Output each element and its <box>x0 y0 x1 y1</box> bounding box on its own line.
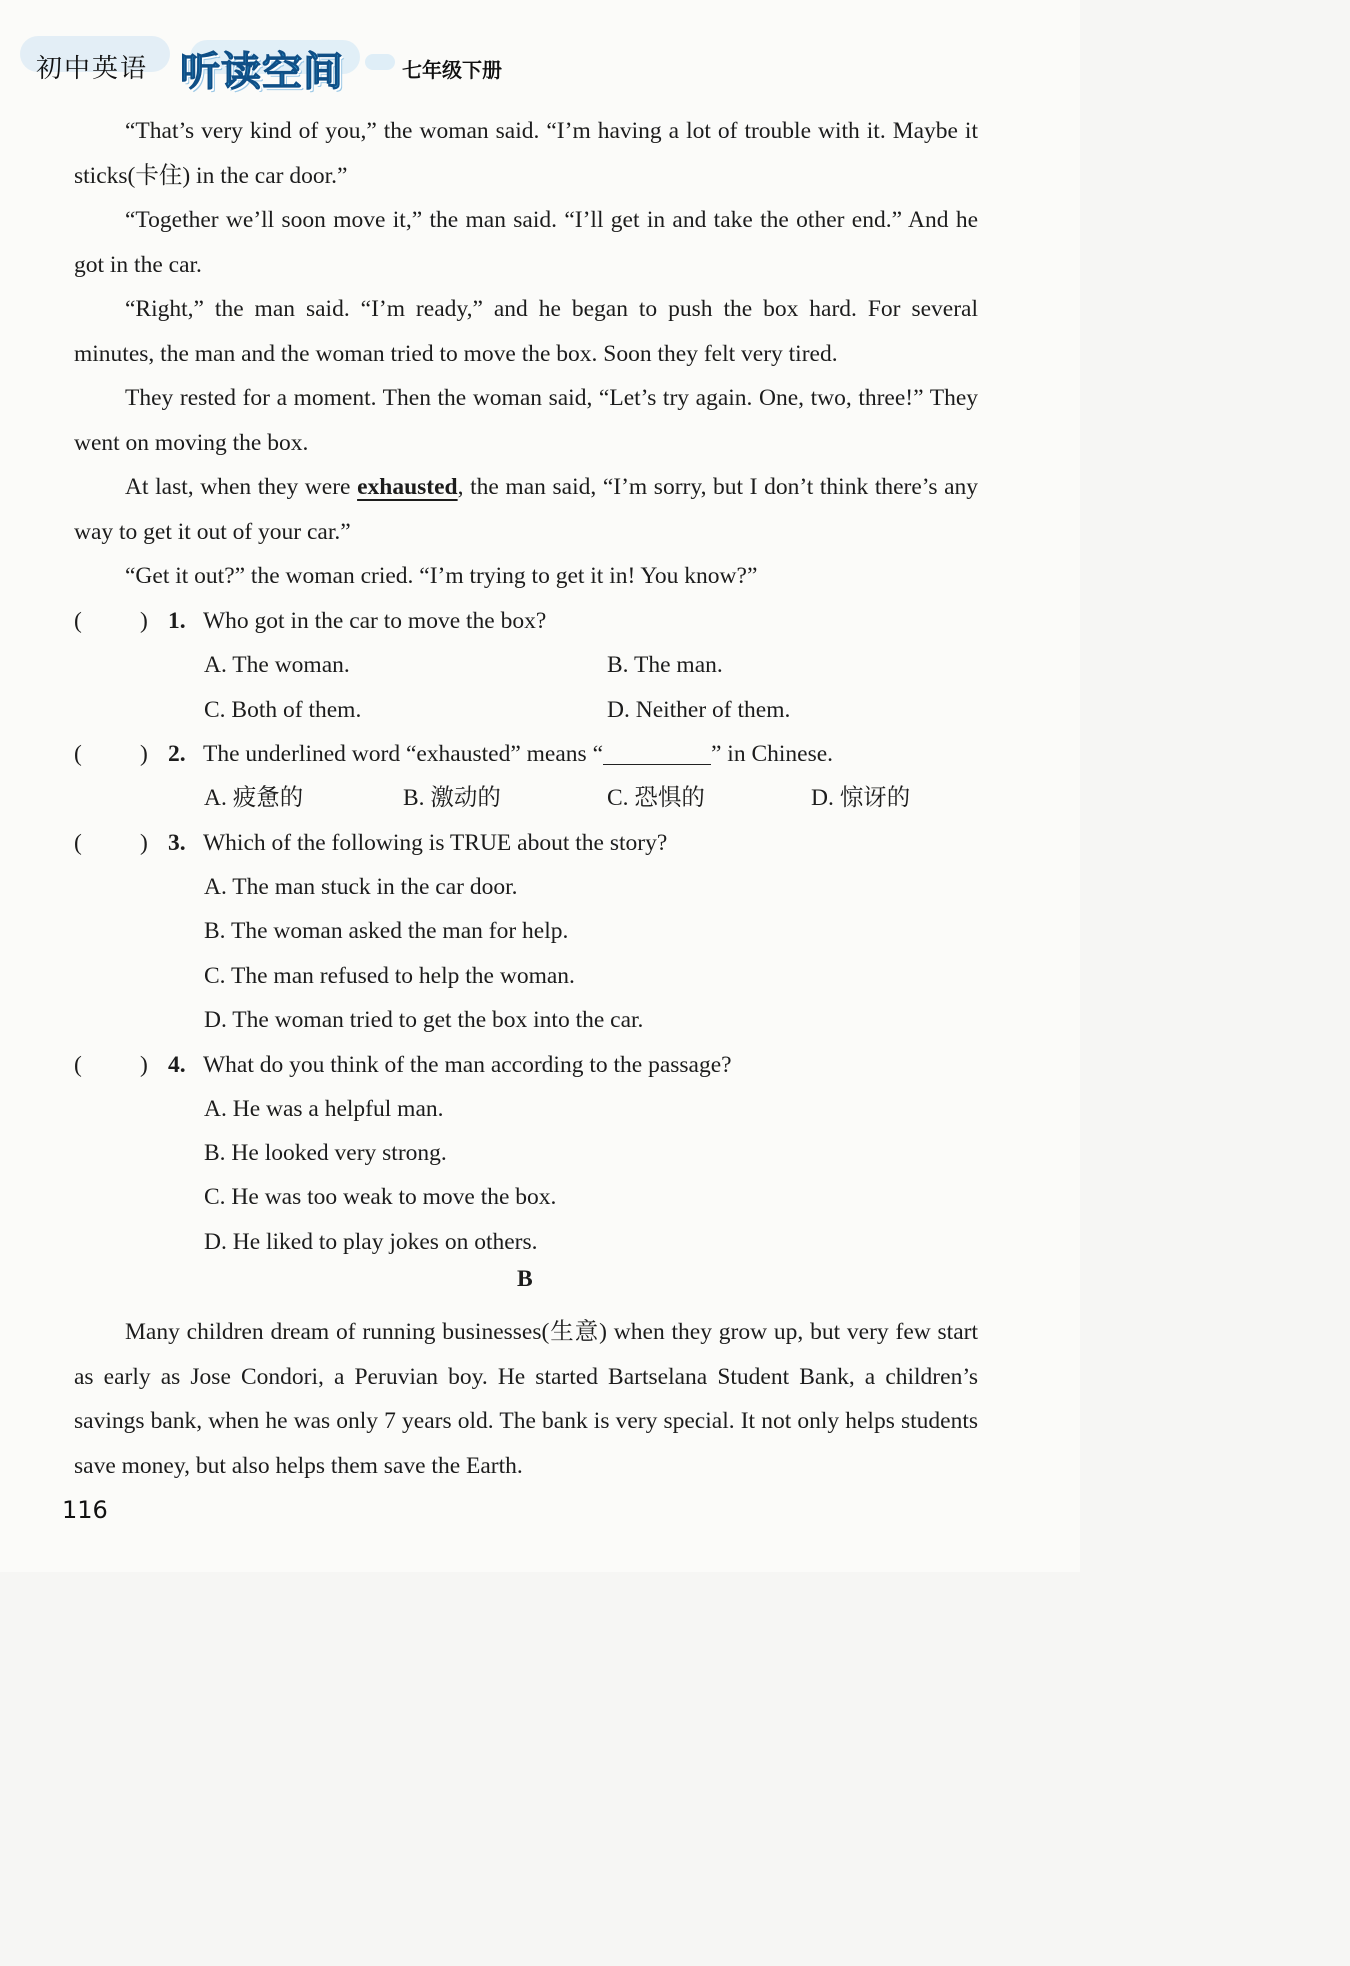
question-2 <box>74 732 980 776</box>
question-text: Which of the following is TRUE about the story? <box>203 830 668 856</box>
paragraph-text: , the man said, “I’m sorry, but I don’t think there’s any way to get it out of your car.” <box>74 474 978 545</box>
cloud-decoration <box>365 54 395 70</box>
option-a: A. 疲惫的 <box>204 785 304 811</box>
question-text-after: ” in Chinese. <box>711 741 834 767</box>
question-number: 3. <box>168 830 186 856</box>
option-c: C. Both of them. <box>204 697 362 723</box>
option-d: D. 惊讶的 <box>811 785 911 811</box>
option-c: C. 恐惧的 <box>607 785 705 811</box>
page-header <box>20 30 720 100</box>
series-logo: 听读空间 <box>180 49 344 95</box>
page-number: 116 <box>62 1496 108 1524</box>
answer-paren-close: ) <box>140 741 148 767</box>
option-d: D. He liked to play jokes on others. <box>204 1229 538 1255</box>
answer-paren-close: ) <box>140 608 148 634</box>
passage-paragraph: Many children dream of running businesses(生意) when they grow up, but very few start as early as Jose Condori, a Peruvian boy. He started Bartselana Student Bank, a children’s savings bank, when he was only 7 years old. The bank is very special. It not only helps students save money, but also helps them save the Earth. <box>74 1319 978 1479</box>
passage-paragraph: “Right,” the man said. “I’m ready,” and he began to push the box hard. For several minutes, the man and the woman tried to move the box. Soon they felt very tired. <box>74 296 978 367</box>
answer-paren-open: ( <box>74 608 82 634</box>
option-d: D. The woman tried to get the box into the car. <box>204 1007 644 1033</box>
option-c: C. He was too weak to move the box. <box>204 1184 557 1210</box>
passage-paragraph <box>74 465 978 554</box>
fill-blank <box>603 740 711 765</box>
option-a: A. He was a helpful man. <box>204 1096 444 1122</box>
book-title: 初中英语 <box>36 54 149 84</box>
underlined-word: exhausted <box>357 474 458 500</box>
section-heading: B <box>517 1266 533 1292</box>
option-b: B. 激动的 <box>403 785 501 811</box>
question-number: 4. <box>168 1052 186 1078</box>
passage-paragraph: “Together we’ll soon move it,” the man said. “I’ll get in and take the other end.” And he got in the car. <box>74 207 978 278</box>
question-text: Who got in the car to move the box? <box>203 608 547 634</box>
answer-paren-close: ) <box>140 830 148 856</box>
answer-paren-close: ) <box>140 1052 148 1078</box>
option-a: A. The man stuck in the car door. <box>204 874 518 900</box>
passage-paragraph: “Get it out?” the woman cried. “I’m trying to get it in! You know?” <box>125 563 758 589</box>
question-text <box>203 732 833 776</box>
answer-paren-open: ( <box>74 741 82 767</box>
option-a: A. The woman. <box>204 652 350 678</box>
question-number: 1. <box>168 608 186 634</box>
passage-paragraph: They rested for a moment. Then the woman said, “Let’s try again. One, two, three!” They went on moving the box. <box>74 385 978 456</box>
grade-label: 七年级下册 <box>402 58 502 82</box>
option-b: B. He looked very strong. <box>204 1140 447 1166</box>
option-b: B. The man. <box>607 652 723 678</box>
question-4 <box>74 1043 980 1087</box>
question-3 <box>74 821 980 865</box>
answer-paren-open: ( <box>74 830 82 856</box>
paragraph-text: At last, when they were <box>125 474 358 500</box>
option-b: B. The woman asked the man for help. <box>204 918 569 944</box>
question-text: What do you think of the man according to the passage? <box>203 1052 732 1078</box>
answer-paren-open: ( <box>74 1052 82 1078</box>
option-d: D. Neither of them. <box>607 697 791 723</box>
passage-paragraph: “That’s very kind of you,” the woman said. “I’m having a lot of trouble with it. Maybe it sticks(卡住) in the car door.” <box>74 118 978 189</box>
question-1 <box>74 599 980 643</box>
question-number: 2. <box>168 741 186 767</box>
question-text-before: The underlined word “exhausted” means “ <box>203 741 603 767</box>
option-c: C. The man refused to help the woman. <box>204 963 575 989</box>
